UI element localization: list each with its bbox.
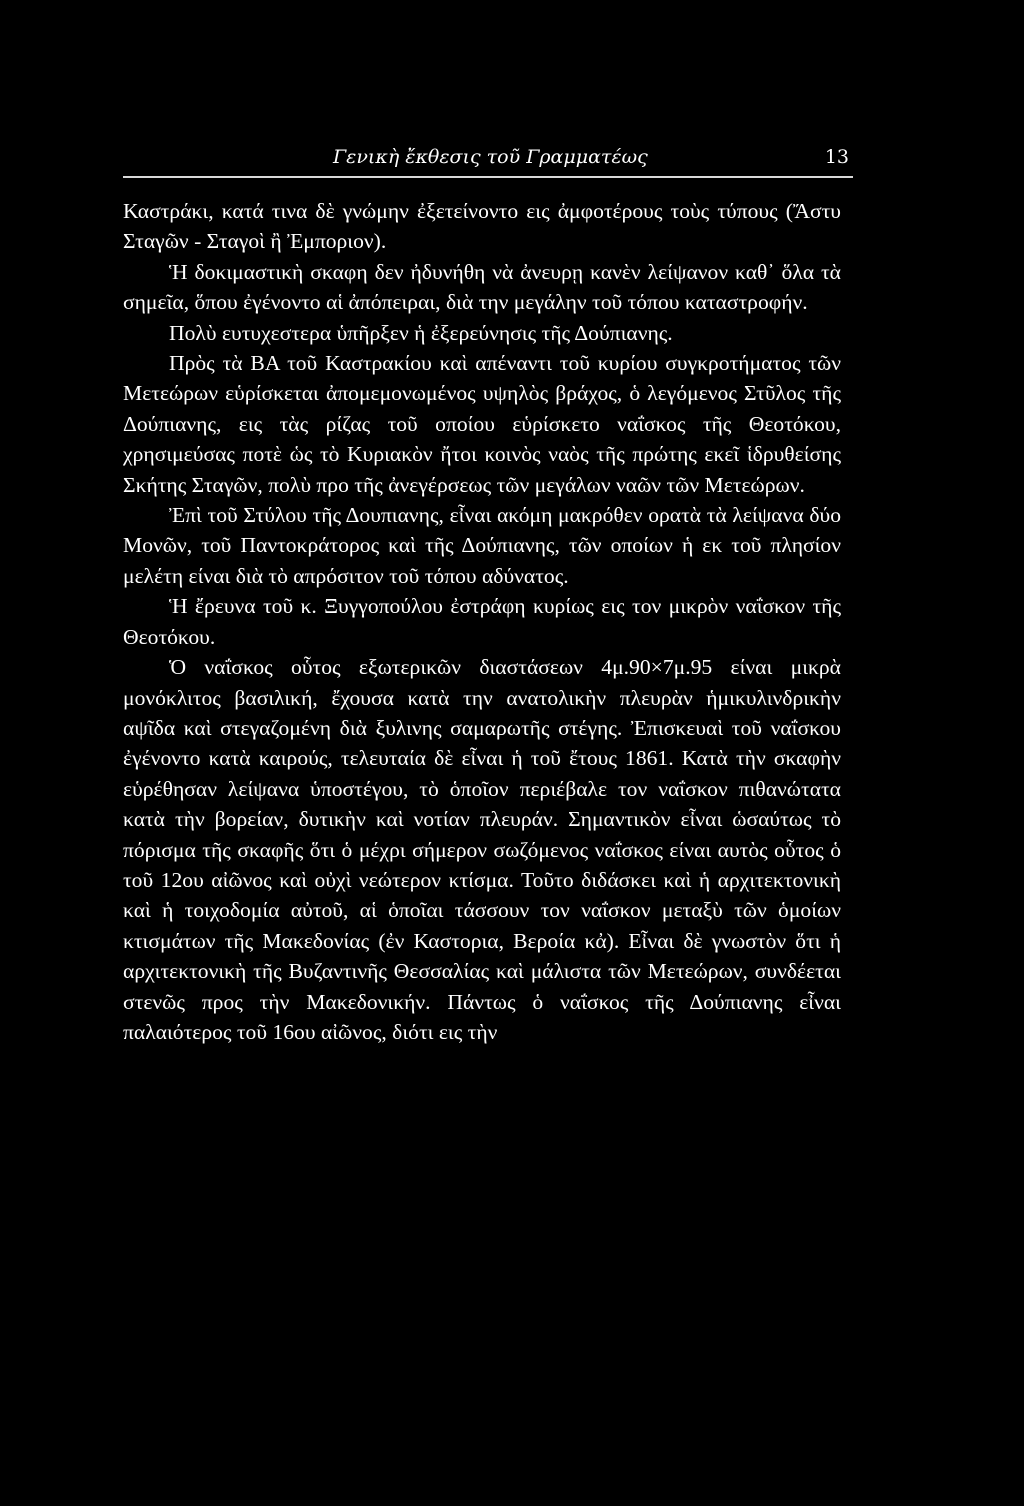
paragraph: Καστράκι, κατά τινα δὲ γνώμην ἐξετείνοντο εις ἀμφοτέρους τοὺς τύπους (Ἄστυ Σταγῶν - Σταγοὶ ἢ Ἐμποριον).: [123, 199, 841, 254]
paragraph: Ὁ ναΐσκος οὗτος εξωτερικῶν διαστάσεων 4μ.90×7μ.95 είναι μικρὰ μονόκλιτος βασιλική, ἔχουσα κατὰ την ανατολικὴν πλευρὰν ἡμικυλινδρικὴν αψῖδα καὶ στεγαζομένη διὰ ξυλινης σαμαρωτῆς στέγης. Ἐπισκευαὶ τοῦ ναΐσκου ἐγένοντο κατὰ καιρούς, τελευταία δὲ εἶναι ἡ τοῦ ἔτους 1861. Κατὰ τὴν σκαφὴν εὑρέθησαν λείψανα ὑποστέγου, τὸ ὁποῖον περιέβαλε τον ναΐσκον πιθανώτατα κατὰ τὴν βορείαν, δυτικὴν καὶ νοτίαν πλευράν. Σημαντικὸν εἶναι ὡσαύτως τὸ πόρισμα τῆς σκαφῆς ὅτι ὁ μέχρι σήμερον σωζόμενος ναΐσκος είναι αυτὸς οὗτος ὁ τοῦ 12ου αἰῶνος καὶ οὐχὶ νεώτερον κτίσμα. Τοῦτο διδάσκει καὶ ἡ αρχιτεκτονικὴ καὶ ἡ τοιχοδομία αὐτοῦ, αἱ ὁποῖαι τάσσουν τον ναΐσκον μεταξὺ τῶν ὁμοίων κτισμάτων τῆς Μακεδονίας (ἐν Καστορια, Βεροία κἀ). Εἶναι δὲ γνωστὸν ὅτι ἡ αρχιτεκτονικὴ τῆς Βυζαντινῆς Θεσσαλίας καὶ μάλιστα τῶν Μετεώρων, συνδέεται στενῶς προς τὴν Μακεδονικήν. Πάντως ὁ ναΐσκος τῆς Δούπιανης εἶναι παλαιότερος τοῦ 16ου αἰῶνος, διότι εις τὴν: [123, 655, 841, 1044]
running-title: Γενικὴ ἔκθεσις τοῦ Γραμματέως: [333, 146, 648, 168]
paragraph: Ἐπὶ τοῦ Στύλου τῆς Δουπιανης, εἶναι ακόμη μακρόθεν ορατὰ τὰ λείψανα δύο Μονῶν, τοῦ Παντοκράτορος καὶ τῆς Δούπιανης, τῶν οποίων ἡ εκ τοῦ πλησίον μελέτη είναι διὰ τὸ απρόσιτον τοῦ τόπου αδύνατος.: [123, 503, 841, 588]
paragraph: Ἡ ἔρευνα τοῦ κ. Ξυγγοπούλου ἐστράφη κυρίως εις τον μικρὸν ναΐσκον τῆς Θεοτόκου.: [123, 594, 841, 649]
paragraph: Πρὸς τὰ ΒΑ τοῦ Καστρακίου καὶ απέναντι τοῦ κυρίου συγκροτήματος τῶν Μετεώρων εὑρίσκεται ἀπομεμονωμένος υψηλὸς βράχος, ὁ λεγόμενος Στῦλος τῆς Δούπιανης, εις τὰς ρίζας τοῦ οποίου εὑρίσκετο ναΐσκος τῆς Θεοτόκου, χρησιμεύσας ποτὲ ὡς τὸ Κυριακὸν ἤτοι κοινὸς ναὸς τῆς πρώτης εκεῖ ἱδρυθείσης Σκήτης Σταγῶν, πολὺ προ τῆς ἀνεγέρσεως τῶν μεγάλων ναῶν τῶν Μετεώρων.: [123, 351, 841, 497]
header-rule: [123, 176, 853, 178]
page-number: 13: [824, 146, 849, 168]
paragraph: Πολὺ ευτυχεστερα ὑπῆρξεν ἡ ἐξερεύνησις τῆς Δούπιανης.: [169, 320, 673, 345]
page-header: [123, 142, 853, 172]
paragraph: Ἡ δοκιμαστικὴ σκαφη δεν ἠδυνήθη νὰ ἀνευρῃ κανὲν λείψανον καθ᾽ ὅλα τὰ σημεῖα, ὅπου ἐγένοντο αἱ ἀπόπειραι, διὰ την μεγάλην τοῦ τόπου καταστροφήν.: [123, 259, 841, 315]
body-text: [123, 196, 841, 1047]
